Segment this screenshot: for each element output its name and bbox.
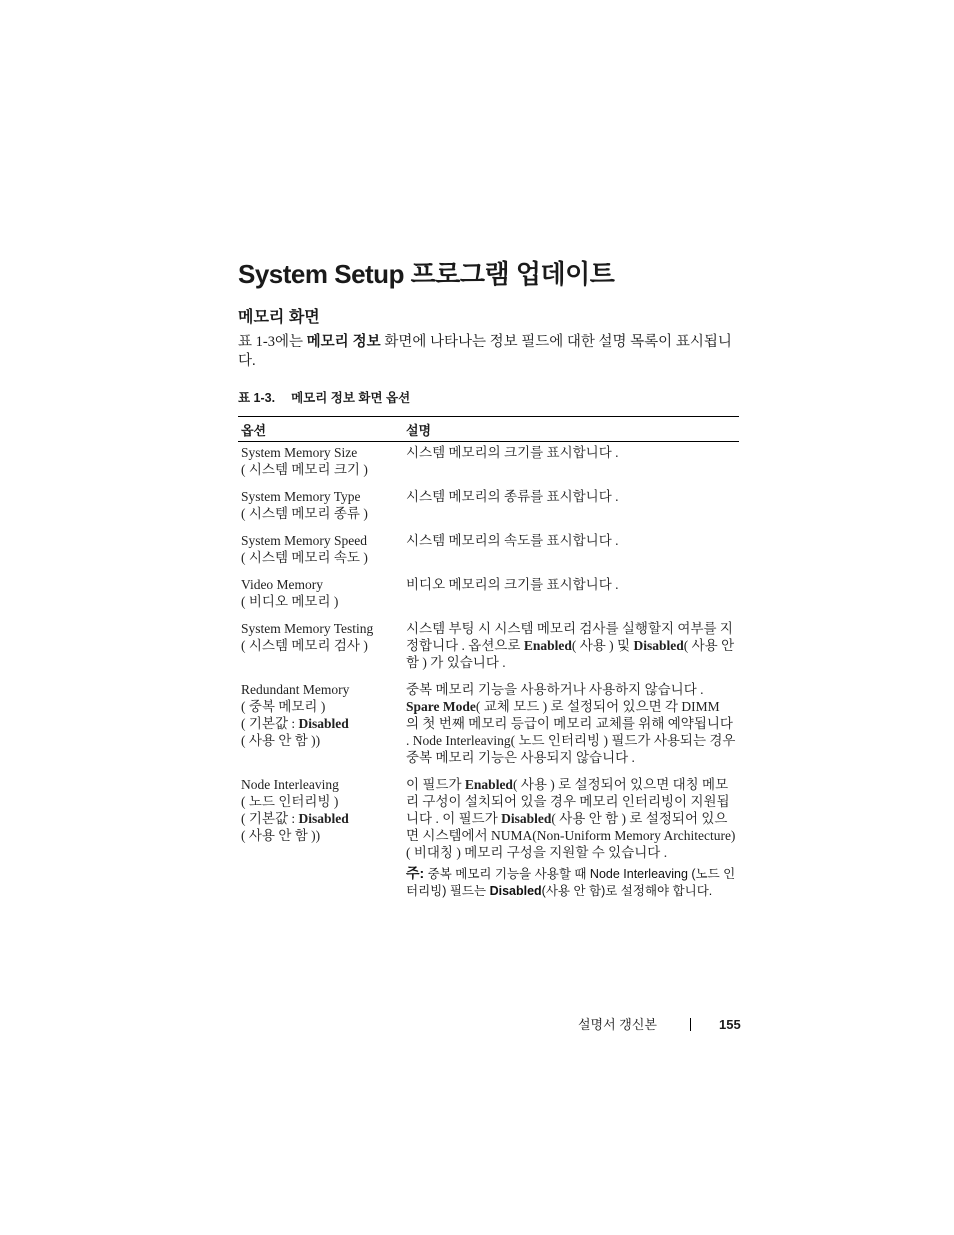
option-cell (238, 530, 403, 574)
footer-divider (690, 1018, 691, 1031)
option-name-korean: ( 노드 인터리빙 ) (241, 794, 339, 809)
default-value: Disabled (298, 811, 349, 826)
note-block (406, 865, 736, 900)
option-name-korean: ( 시스템 메모리 속도 ) (241, 550, 368, 565)
option-name: Video Memory (241, 577, 324, 592)
intro-emphasis: 메모리 정보 (306, 334, 381, 350)
intro-text-before: 표 1-3에는 (238, 334, 307, 350)
table-row (238, 574, 739, 618)
description-cell (403, 679, 739, 774)
option-cell (238, 486, 403, 530)
option-default (241, 810, 400, 827)
column-header-description: 설명 (403, 417, 739, 442)
table-row (238, 486, 739, 530)
default-value-korean: ( 사용 안 함 )) (241, 828, 321, 843)
option-name-korean: ( 비디오 메모리 ) (241, 594, 339, 609)
note-label: 주: (406, 865, 425, 881)
description-cell: 비디오 메모리의 크기를 표시합니다 . (406, 577, 619, 592)
description-text: 이 필드가 (406, 777, 465, 792)
option-name: System Memory Testing (241, 621, 374, 636)
table-caption-number: 표 1-3. (238, 391, 276, 405)
option-cell (238, 574, 403, 618)
option-value-spare-mode: Spare Mode (406, 699, 476, 714)
description-text: ( 교체 모드 ) 로 설정되어 있으면 각 DIMM 의 첫 번째 메모리 등급이 메모리 교체를 위해 예약됩니다 . Node Interleaving( 노드 인터리빙 ) 필드가 사용되는 경우 중복 메모리 기능은 사용되지 않습니다 . (406, 699, 736, 765)
page-number: 155 (719, 1017, 741, 1032)
option-name: System Memory Type (241, 489, 361, 504)
option-name-korean: ( 중복 메모리 ) (241, 699, 326, 714)
option-value-disabled: Disabled (633, 638, 684, 653)
table-header-row (238, 417, 739, 442)
option-name: System Memory Size (241, 445, 358, 460)
note-value-disabled: Disabled (489, 884, 542, 898)
table-caption (238, 389, 410, 407)
option-cell (238, 679, 403, 774)
option-name: Redundant Memory (241, 682, 350, 697)
table-row (238, 442, 739, 487)
option-cell (238, 442, 403, 487)
page-title: System Setup 프로그램 업데이트 (238, 259, 615, 289)
description-text: ( 사용 안 함 ) 로 설정되어 있으면 시스템에서 NUMA(Non-Uniform Memory Architecture)( 비대칭 ) 메모리 구성을 지원할 수 있습니다 . (406, 811, 736, 860)
table-row (238, 679, 739, 774)
description-cell: 시스템 메모리의 종류를 표시합니다 . (406, 489, 619, 504)
option-default (241, 715, 400, 732)
table-row (238, 530, 739, 574)
table-row (238, 774, 739, 908)
section-title: 메모리 화면 (238, 309, 320, 326)
description-text: ( 사용 안 함 ) 가 있습니다 . (406, 638, 735, 670)
memory-options-table (238, 416, 739, 908)
default-prefix: ( 기본값 : (241, 811, 299, 826)
description-text: 중복 메모리 기능을 사용하거나 사용하지 않습니다 . (406, 682, 704, 697)
option-cell (238, 774, 403, 908)
description-text: 시스템 부팅 시 시스템 메모리 검사를 실행할지 여부를 지정합니다 . 옵션으로 (406, 621, 733, 653)
option-name: System Memory Speed (241, 533, 367, 548)
note-text: (사용 안 함)로 설정해야 합니다. (541, 884, 713, 898)
intro-paragraph (238, 333, 738, 371)
option-name-korean: ( 시스템 메모리 종류 ) (241, 506, 368, 521)
option-value-enabled: Enabled (464, 777, 513, 792)
description-text: ( 사용 ) 로 설정되어 있으면 대칭 메모리 구성이 설치되어 있을 경우 메모리 인터리빙이 지원됩니다 . 이 필드가 (406, 777, 730, 826)
note-text: 중복 메모리 기능을 사용할 때 Node Interleaving (노드 인터리빙) 필드는 (406, 867, 736, 898)
option-name: Node Interleaving (241, 777, 339, 792)
default-value: Disabled (298, 716, 349, 731)
column-header-option: 옵션 (238, 417, 403, 442)
description-cell: 시스템 메모리의 크기를 표시합니다 . (406, 445, 619, 460)
footer-document-title: 설명서 갱신본 (578, 1017, 657, 1032)
intro-text-after: 화면에 나타나는 정보 필드에 대한 설명 목록이 표시됩니다. (238, 334, 732, 369)
default-value-korean: ( 사용 안 함 )) (241, 733, 321, 748)
description-cell: 시스템 메모리의 속도를 표시합니다 . (406, 533, 619, 548)
option-value-enabled: Enabled (523, 638, 572, 653)
option-value-disabled: Disabled (501, 811, 552, 826)
table-row (238, 618, 739, 679)
option-name-korean: ( 시스템 메모리 크기 ) (241, 462, 368, 477)
description-cell (403, 774, 739, 908)
default-prefix: ( 기본값 : (241, 716, 299, 731)
description-paragraph (406, 776, 736, 861)
option-name-korean: ( 시스템 메모리 검사 ) (241, 638, 368, 653)
description-cell (403, 618, 739, 679)
description-text: ( 사용 ) 및 (571, 638, 634, 653)
option-cell (238, 618, 403, 679)
table-caption-title: 메모리 정보 화면 옵션 (291, 391, 411, 405)
